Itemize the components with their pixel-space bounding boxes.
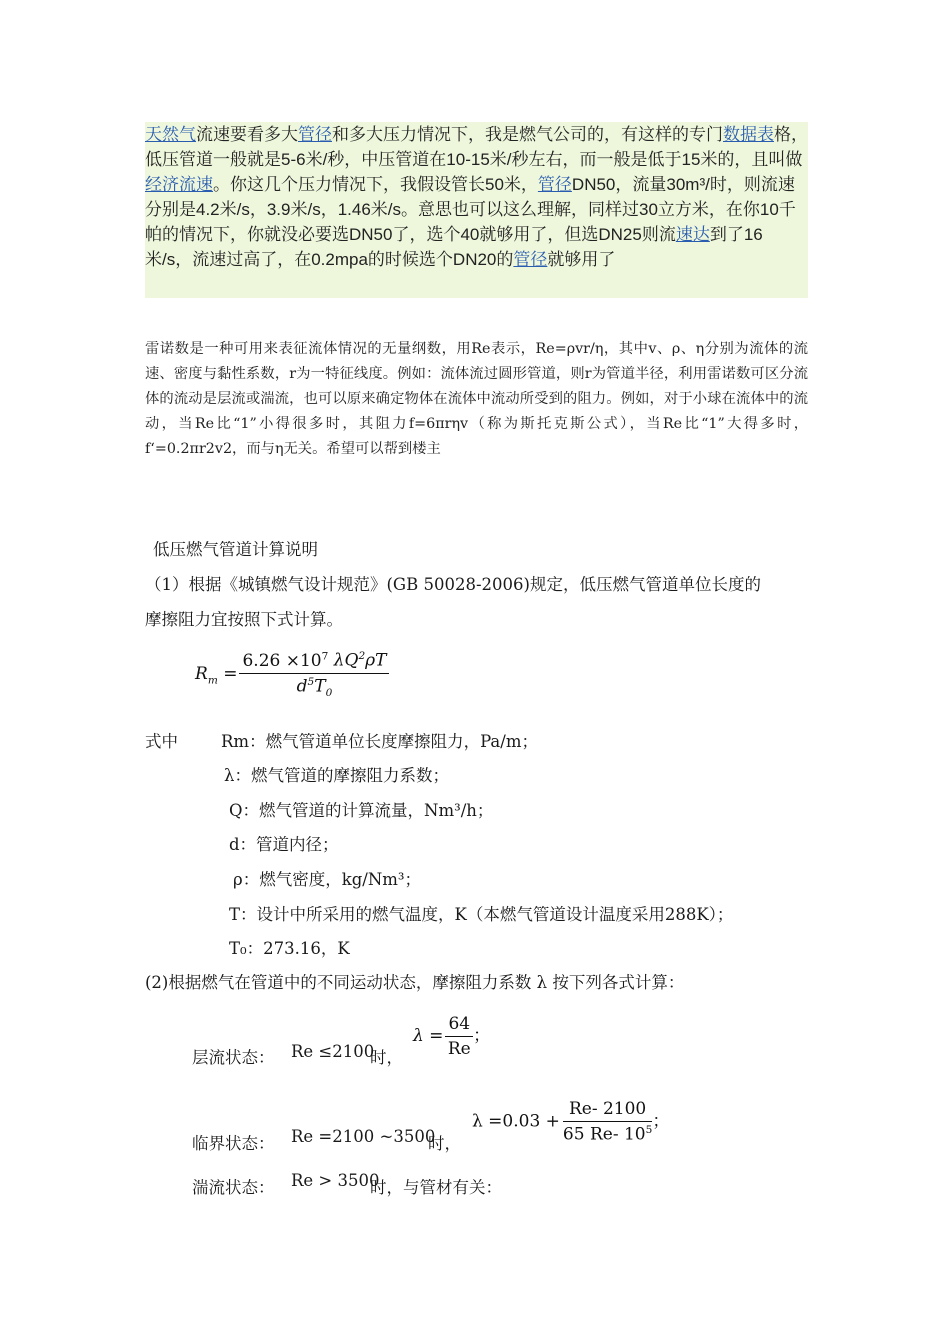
answer-text-1: 流速要看多大	[196, 125, 298, 144]
link-velocity[interactable]: 速达	[675, 225, 710, 244]
laminar-label: 层流状态：	[192, 1048, 275, 1067]
rm-formula: $R_m$ = $\frac{6.26 \times 10^7 \lambda Q^2\rho T}{d^5T_0}$	[195, 650, 389, 699]
turbulent-label: 湍流状态：	[192, 1178, 275, 1197]
link-pipe-diameter[interactable]: 管径	[298, 125, 332, 144]
answer-text-3: 格，低压管道一般就是5-6米/秒，中压管道在10-15米/秒左右，而一般是低于15米的，且叫做	[145, 125, 808, 169]
critical-label: 临界状态：	[192, 1134, 275, 1153]
laminar-when: 时，	[370, 1048, 403, 1067]
critical-prefix: λ =0.03 +	[472, 1111, 560, 1132]
answer-text-7: 就够用了	[547, 250, 616, 269]
link-pipe-diameter-2[interactable]: 管径	[537, 175, 572, 194]
var-rho: ρ：燃气密度，kg/Nm³；	[233, 870, 422, 889]
turbulent-condition: Re > 3500	[291, 1171, 380, 1190]
laminar-condition: Re ≤2100	[291, 1042, 375, 1061]
link-natural-gas[interactable]: 天然气	[145, 125, 196, 144]
laminar-formula: λ = $\frac{64}{Re}$ ；	[413, 1014, 491, 1059]
var-lambda: λ：燃气管道的摩擦阻力系数；	[224, 766, 449, 785]
paragraph-2: (2)根据燃气在管道中的不同运动状态，摩擦阻力系数 λ 按下列各式计算：	[145, 973, 685, 992]
var-rm: Rm：燃气管道单位长度摩擦阻力，Pa/m；	[221, 732, 538, 751]
answer-text-5: DN50，流量30m³/时，则流速分别是4.2米/s，3.9米/s，1.46米/s。意思也可以这么理解，同样过30立方米，在你10千帕的情况下，你就没必要选DN50了，选个40就够用了，但选DN25则流	[145, 175, 796, 244]
var-q: Q：燃气管道的计算流量，Nm³/h；	[229, 801, 494, 820]
critical-when: 时，	[428, 1134, 461, 1153]
var-d: d：管道内径；	[229, 835, 339, 854]
where-label: 式中	[145, 732, 178, 751]
var-t: T：设计中所采用的燃气温度，K（本燃气管道设计温度采用288K）；	[229, 905, 734, 924]
paragraph-1-line-1: （1）根据《城镇燃气设计规范》(GB 50028-2006)规定，低压燃气管道单位长度的	[145, 575, 761, 594]
answer-block	[145, 122, 808, 298]
critical-condition: Re =2100 ~3500	[291, 1127, 436, 1146]
answer-text-2: 和多大压力情况下，我是燃气公司的，有这样的专门	[332, 125, 723, 144]
turbulent-when: 时，与管材有关：	[370, 1178, 502, 1197]
reynolds-paragraph: 雷诺数是一种可用来表征流体情况的无量纲数，用Re表示，Re=ρvr/η，其中v、ρ、η分别为流体的流速、密度与黏性系数，r为一特征线度。例如：流体流过圆形管道，则r为管道半径，利用雷诺数可区分流体的流动是层流或湍流，也可以原来确定物体在流体中流动所受到的阻力。例如，对于小球在流体中的流动，当Re比“1”小得很多时，其阻力f=6πrηv（称为斯托克斯公式），当Re比“1”大得多时，f‘=0.2πr2v2，而与η无关。希望可以帮到楼主	[145, 341, 808, 457]
section-title: 低压燃气管道计算说明	[153, 540, 318, 559]
var-t0: T₀：273.16，K	[229, 939, 350, 958]
answer-text-6: 到了16米/s，流速过高了，在0.2mpa的时候选个DN20的	[145, 225, 763, 269]
link-pipe-diameter-3[interactable]: 管径	[513, 250, 548, 269]
laminar-numerator: 64	[445, 1014, 473, 1037]
answer-text-4: 。你这几个压力情况下，我假设管长50米，	[213, 175, 538, 194]
critical-denominator: 65 Re- 10	[562, 1124, 646, 1145]
critical-formula: λ =0.03 + $\frac{Re- 2100}{65 Re- 10^5}$ ；	[472, 1099, 670, 1145]
paragraph-1-line-2: 摩擦阻力宜按照下式计算。	[145, 610, 343, 629]
link-data-table[interactable]: 数据表	[723, 125, 774, 144]
critical-numerator: Re- 2100	[563, 1099, 652, 1122]
laminar-denominator: Re	[447, 1039, 471, 1059]
link-economic-velocity[interactable]: 经济流速	[145, 175, 213, 194]
